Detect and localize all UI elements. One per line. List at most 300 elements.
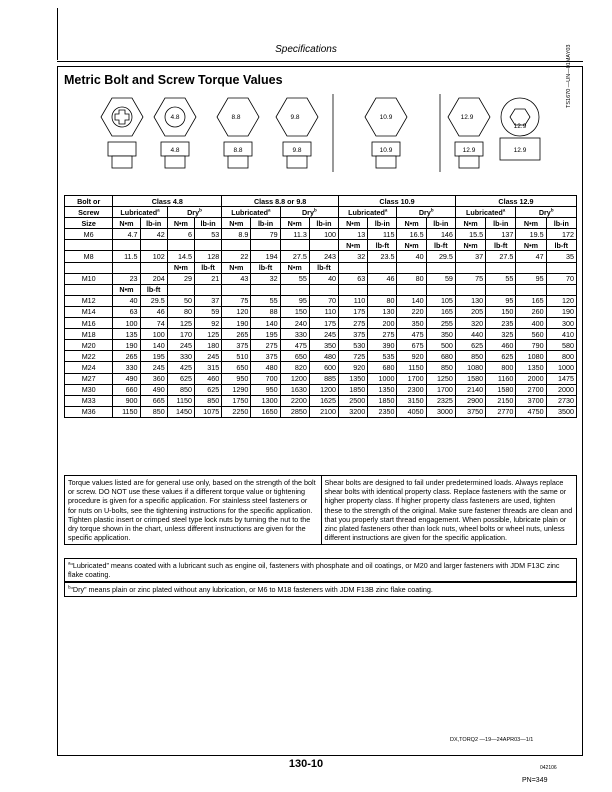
torque-value: 240 [280,318,309,329]
svg-text:10.9: 10.9 [379,147,393,154]
torque-value: 1450 [167,406,194,417]
torque-value: 22 [222,251,251,262]
torque-value: 125 [167,318,194,329]
torque-value: 560 [516,329,546,340]
torque-value: 175 [339,306,368,317]
header-unit-nm: N•m [167,218,194,229]
blank-cell [309,240,338,251]
torque-value: 625 [167,373,194,384]
torque-value: 1250 [426,373,455,384]
torque-value: 790 [516,340,546,351]
torque-value: 700 [251,373,280,384]
torque-value: 172 [546,229,576,240]
torque-value: 55 [486,273,516,284]
torque-value: 140 [140,340,167,351]
torque-value: 660 [113,384,140,395]
torque-value: 3150 [397,395,426,406]
torque-value: 375 [222,340,251,351]
table-row [65,229,577,240]
torque-value: 165 [426,306,455,317]
bolt-size: M33 [65,395,113,406]
torque-value: 245 [194,351,221,362]
torque-value: 2900 [455,395,485,406]
unit-label-nm: N•m [113,284,140,295]
blank-cell [251,240,280,251]
header-row-units [65,218,577,229]
blank-cell [140,240,167,251]
torque-value: 16.5 [397,229,426,240]
header-unit-nm: N•m [222,218,251,229]
torque-value: 32 [339,251,368,262]
footnote-lubricated: $^a$“Lubricated” means coated with a lubricant such as engine oil, fasteners with phosphate and oil coatings, or M20 and larger fasteners with JDM F13C zinc flake coating. [64,558,577,582]
torque-value: 29.5 [140,295,167,306]
torque-value: 260 [516,306,546,317]
header-size: Size [65,218,113,229]
torque-value: 2000 [546,384,576,395]
torque-value: 1580 [455,373,485,384]
torque-value: 1350 [339,373,368,384]
table-row [65,306,577,317]
torque-value: 74 [140,318,167,329]
torque-value: 55 [280,273,309,284]
torque-value: 1080 [516,351,546,362]
blank-cell [455,284,485,295]
torque-value: 850 [426,362,455,373]
table-row [65,351,577,362]
torque-value: 510 [222,351,251,362]
torque-value: 3750 [455,406,485,417]
torque-value: 1700 [426,384,455,395]
torque-value: 13 [339,229,368,240]
torque-value: 460 [194,373,221,384]
header-unit-lbin: lb-in [194,218,221,229]
torque-value: 400 [516,318,546,329]
torque-value: 11.5 [113,251,140,262]
bolt-head-12.9-socket [500,98,540,160]
torque-value: 275 [339,318,368,329]
torque-value: 650 [222,362,251,373]
torque-value: 3700 [516,395,546,406]
bolt-size: M10 [65,273,113,284]
bolt-head-12.9 [448,98,490,168]
unit-label-nm: N•m [280,262,309,273]
torque-value: 360 [140,373,167,384]
header-unit-nm: N•m [397,218,426,229]
torque-value: 175 [309,318,338,329]
torque-value: 2325 [426,395,455,406]
torque-value: 125 [194,329,221,340]
blank-cell [280,240,309,251]
torque-value: 725 [339,351,368,362]
torque-value: 70 [546,273,576,284]
table-row [65,406,577,417]
torque-value: 80 [397,273,426,284]
table-row [65,373,577,384]
header-class-12.9: Class 12.9 [455,196,576,207]
header-dry: Dry$^b$ [167,207,221,218]
blank-cell [397,284,426,295]
header-row-condition [65,207,577,218]
torque-value: 850 [194,395,221,406]
torque-value: 75 [222,295,251,306]
header-unit-nm: N•m [516,218,546,229]
torque-value: 37 [194,295,221,306]
torque-value: 59 [194,306,221,317]
torque-value: 2350 [368,406,397,417]
torque-value: 885 [309,373,338,384]
torque-value: 350 [426,329,455,340]
unit-label-lbft: lb-ft [546,240,576,251]
blank-cell [339,284,368,295]
blank-cell [65,262,113,273]
torque-value: 900 [113,395,140,406]
torque-value: 1160 [486,373,516,384]
bolt-head-9.8 [276,98,318,168]
torque-value: 137 [486,229,516,240]
header-dry: Dry$^b$ [280,207,338,218]
torque-value: 165 [516,295,546,306]
torque-value: 1630 [280,384,309,395]
torque-value: 330 [167,351,194,362]
unit-label-lbft: lb-ft [368,240,397,251]
blank-cell [113,262,140,273]
torque-value: 79 [251,229,280,240]
torque-value: 88 [251,306,280,317]
notes-left: Torque values listed are for general use only, based on the strength of the bolt or screw. DO NOT use these values if a different torque value or tightening procedure is given for a specific application. For stainless steel fasteners or for nuts on U-bolts, see the tightening instructions for the specific application. Tighten plastic insert or crimped steel type lock nuts by turning the nut to the dry torque shown in the chart, unless different instructions are given for the specific application. [68,478,316,543]
torque-value: 190 [222,318,251,329]
torque-value: 265 [222,329,251,340]
torque-value: 2850 [280,406,309,417]
torque-value: 1650 [251,406,280,417]
header-unit-nm: N•m [280,218,309,229]
notes-right: Shear bolts are designed to fail under predetermined loads. Always replace shear bolts with identical property class. Replace fasteners with the same or higher property class. If higher property class fasteners are used, tighten these to the strength of the original. Make sure fastener threads are clean and that you properly start thread engagement. When possible, lubricate plain or zinc plated fasteners other than lock nuts, wheel bolts or wheel nuts, unless different instructions are given for the specific application. [321,476,577,544]
bolt-size: M36 [65,406,113,417]
torque-value: 1080 [455,362,485,373]
torque-value: 2500 [339,395,368,406]
torque-value: 680 [368,362,397,373]
torque-value: 600 [309,362,338,373]
torque-value: 35 [546,251,576,262]
torque-value: 59 [426,273,455,284]
torque-value: 950 [251,384,280,395]
torque-value: 29.5 [426,251,455,262]
torque-value: 350 [397,318,426,329]
blank-cell [339,262,368,273]
torque-value: 390 [368,340,397,351]
torque-value: 535 [368,351,397,362]
torque-value: 110 [309,306,338,317]
bolt-head-plain [101,98,143,168]
bolt-size: M16 [65,318,113,329]
torque-value: 70 [309,295,338,306]
header-unit-nm: N•m [339,218,368,229]
torque-value: 8.9 [222,229,251,240]
torque-value: 150 [280,306,309,317]
torque-value: 102 [140,251,167,262]
torque-value: 490 [140,384,167,395]
header-class-4.8: Class 4.8 [113,196,222,207]
page-heading: Metric Bolt and Screw Torque Values [64,73,283,87]
svg-text:12.9: 12.9 [462,147,476,154]
svg-text:12.9: 12.9 [513,147,527,154]
bolt-size: M14 [65,306,113,317]
torque-value: 95 [280,295,309,306]
torque-value: 6 [167,229,194,240]
torque-value: 665 [140,395,167,406]
torque-value: 11.3 [280,229,309,240]
torque-value: 55 [251,295,280,306]
blank-cell [486,262,516,273]
unit-label-lbft: lb-ft [251,262,280,273]
table-row [65,329,577,340]
torque-value: 245 [140,362,167,373]
torque-value: 100 [140,329,167,340]
torque-value: 21 [194,273,221,284]
unit-label-nm: N•m [397,240,426,251]
torque-value: 14.5 [167,251,194,262]
svg-text:8.8: 8.8 [233,147,243,154]
torque-value: 1850 [368,395,397,406]
svg-text:9.8: 9.8 [292,147,302,154]
torque-value: 800 [546,351,576,362]
pn-number: PN=349 [522,777,548,784]
svg-text:4.8: 4.8 [170,114,180,121]
blank-cell [546,284,576,295]
blank-cell [65,284,113,295]
torque-value: 1150 [167,395,194,406]
unit-label-lbft: lb-ft [309,262,338,273]
svg-text:8.8: 8.8 [231,114,241,121]
torque-value: 3000 [426,406,455,417]
torque-value: 53 [194,229,221,240]
header-unit-lbin: lb-in [368,218,397,229]
torque-value: 275 [251,340,280,351]
torque-value: 625 [194,384,221,395]
torque-value: 650 [280,351,309,362]
bolt-size: M12 [65,295,113,306]
torque-value: 2140 [455,384,485,395]
header-unit-lbin: lb-in [426,218,455,229]
torque-value: 950 [222,373,251,384]
torque-value: 42 [140,229,167,240]
unit-label-lbft: lb-ft [194,262,221,273]
torque-value: 480 [309,351,338,362]
torque-value: 40 [113,295,140,306]
bolt-size: M20 [65,340,113,351]
torque-value: 75 [455,273,485,284]
table-row [65,340,577,351]
torque-value: 50 [167,295,194,306]
torque-value: 625 [486,351,516,362]
table-row [65,295,577,306]
torque-value: 1200 [280,373,309,384]
torque-value: 2770 [486,406,516,417]
torque-value: 63 [113,306,140,317]
table-row [65,318,577,329]
document-reference: DX,TORQ2 —19—24APR03—1/1 [450,737,534,743]
torque-value: 47 [516,251,546,262]
blank-cell [426,262,455,273]
blank-cell [194,240,221,251]
torque-value: 245 [167,340,194,351]
unit-label-nm: N•m [516,240,546,251]
torque-value: 580 [546,340,576,351]
torque-value: 1200 [309,384,338,395]
blank-cell [251,284,280,295]
bolt-size: M18 [65,329,113,340]
blank-cell [222,284,251,295]
svg-text:12.9: 12.9 [513,123,527,130]
table-unit-row [65,262,577,273]
torque-value: 350 [309,340,338,351]
torque-value: 1350 [516,362,546,373]
svg-text:9.8: 9.8 [290,114,300,121]
torque-value: 2300 [397,384,426,395]
header-class-8.8-9.8: Class 8.8 or 9.8 [222,196,339,207]
torque-value: 3200 [339,406,368,417]
torque-value: 245 [309,329,338,340]
blank-cell [167,240,194,251]
torque-value: 100 [309,229,338,240]
torque-value: 530 [339,340,368,351]
torque-value: 80 [167,306,194,317]
torque-value: 63 [339,273,368,284]
torque-value: 475 [397,329,426,340]
header-lubricated: Lubricated$^a$ [113,207,167,218]
torque-value: 1850 [339,384,368,395]
torque-value: 800 [486,362,516,373]
section-title: Specifications [275,44,337,55]
header-rule-horizontal [57,61,583,62]
blank-cell [516,262,546,273]
torque-value: 490 [113,373,140,384]
torque-value: 625 [455,340,485,351]
bolt-size: M24 [65,362,113,373]
torque-value: 190 [546,306,576,317]
header-unit-lbin: lb-in [309,218,338,229]
blank-cell [140,262,167,273]
torque-value: 275 [368,329,397,340]
torque-value: 255 [426,318,455,329]
table-row [65,362,577,373]
torque-value: 1750 [222,395,251,406]
blank-cell [368,262,397,273]
torque-value: 95 [486,295,516,306]
torque-value: 37 [455,251,485,262]
torque-value: 130 [455,295,485,306]
bolt-size: M8 [65,251,113,262]
torque-value: 475 [280,340,309,351]
torque-value: 19.5 [516,229,546,240]
torque-value: 1350 [368,384,397,395]
blank-cell [113,240,140,251]
torque-value: 170 [167,329,194,340]
bolt-head-4.8 [154,98,196,168]
torque-value: 320 [455,318,485,329]
torque-value: 27.5 [280,251,309,262]
torque-value: 46 [140,306,167,317]
header-lubricated: Lubricated$^a$ [339,207,397,218]
svg-text:10.9: 10.9 [379,114,393,121]
torque-value: 2150 [486,395,516,406]
torque-value: 195 [140,351,167,362]
header-unit-lbin: lb-in [546,218,576,229]
torque-value: 180 [194,340,221,351]
torque-value: 150 [486,306,516,317]
blank-cell [368,284,397,295]
blank-cell [486,284,516,295]
table-row [65,384,577,395]
torque-value: 146 [426,229,455,240]
torque-value: 204 [140,273,167,284]
torque-value: 820 [280,362,309,373]
blank-cell [194,284,221,295]
torque-value: 2200 [280,395,309,406]
torque-value: 500 [426,340,455,351]
footnote-dry: $^b$“Dry” means plain or zinc plated without any lubrication, or M6 to M18 fasteners with JDM F13B zinc flake coating. [64,582,577,597]
torque-value: 194 [251,251,280,262]
torque-value: 675 [397,340,426,351]
torque-value: 1580 [486,384,516,395]
unit-label-nm: N•m [167,262,194,273]
torque-value: 300 [546,318,576,329]
unit-label-lbft: lb-ft [486,240,516,251]
torque-value: 440 [455,329,485,340]
torque-value: 2700 [516,384,546,395]
bolt-size: M30 [65,384,113,395]
torque-value: 200 [368,318,397,329]
unit-label-lbft: lb-ft [140,284,167,295]
torque-value: 425 [167,362,194,373]
torque-value: 135 [113,329,140,340]
torque-value: 190 [113,340,140,351]
torque-value: 4050 [397,406,426,417]
torque-value: 220 [397,306,426,317]
header-row-class [65,196,577,207]
torque-value: 1300 [251,395,280,406]
torque-value: 27.5 [486,251,516,262]
blank-cell [455,262,485,273]
torque-value: 315 [194,362,221,373]
bolt-size: M22 [65,351,113,362]
header-lubricated: Lubricated$^a$ [455,207,515,218]
torque-value: 105 [426,295,455,306]
torque-value: 130 [368,306,397,317]
bolt-size: M6 [65,229,113,240]
torque-value: 110 [339,295,368,306]
torque-value: 4.7 [113,229,140,240]
figure-label: TS1670 —UN—01MAY03 [566,44,572,108]
bolt-head-8.8 [217,98,259,168]
table-unit-row [65,284,577,295]
torque-value: 40 [397,251,426,262]
torque-value: 1475 [546,373,576,384]
torque-value: 325 [486,329,516,340]
torque-value: 2100 [309,406,338,417]
unit-label-nm: N•m [222,262,251,273]
header-unit-nm: N•m [113,218,140,229]
torque-value: 29 [167,273,194,284]
header-bolt-or: Bolt or [65,196,113,207]
torque-value: 4750 [516,406,546,417]
torque-value: 115 [368,229,397,240]
torque-value: 128 [194,251,221,262]
torque-value: 1075 [194,406,221,417]
svg-text:4.8: 4.8 [170,147,180,154]
svg-text:12.9: 12.9 [460,114,474,121]
header-dry: Dry$^b$ [397,207,455,218]
torque-value: 46 [368,273,397,284]
